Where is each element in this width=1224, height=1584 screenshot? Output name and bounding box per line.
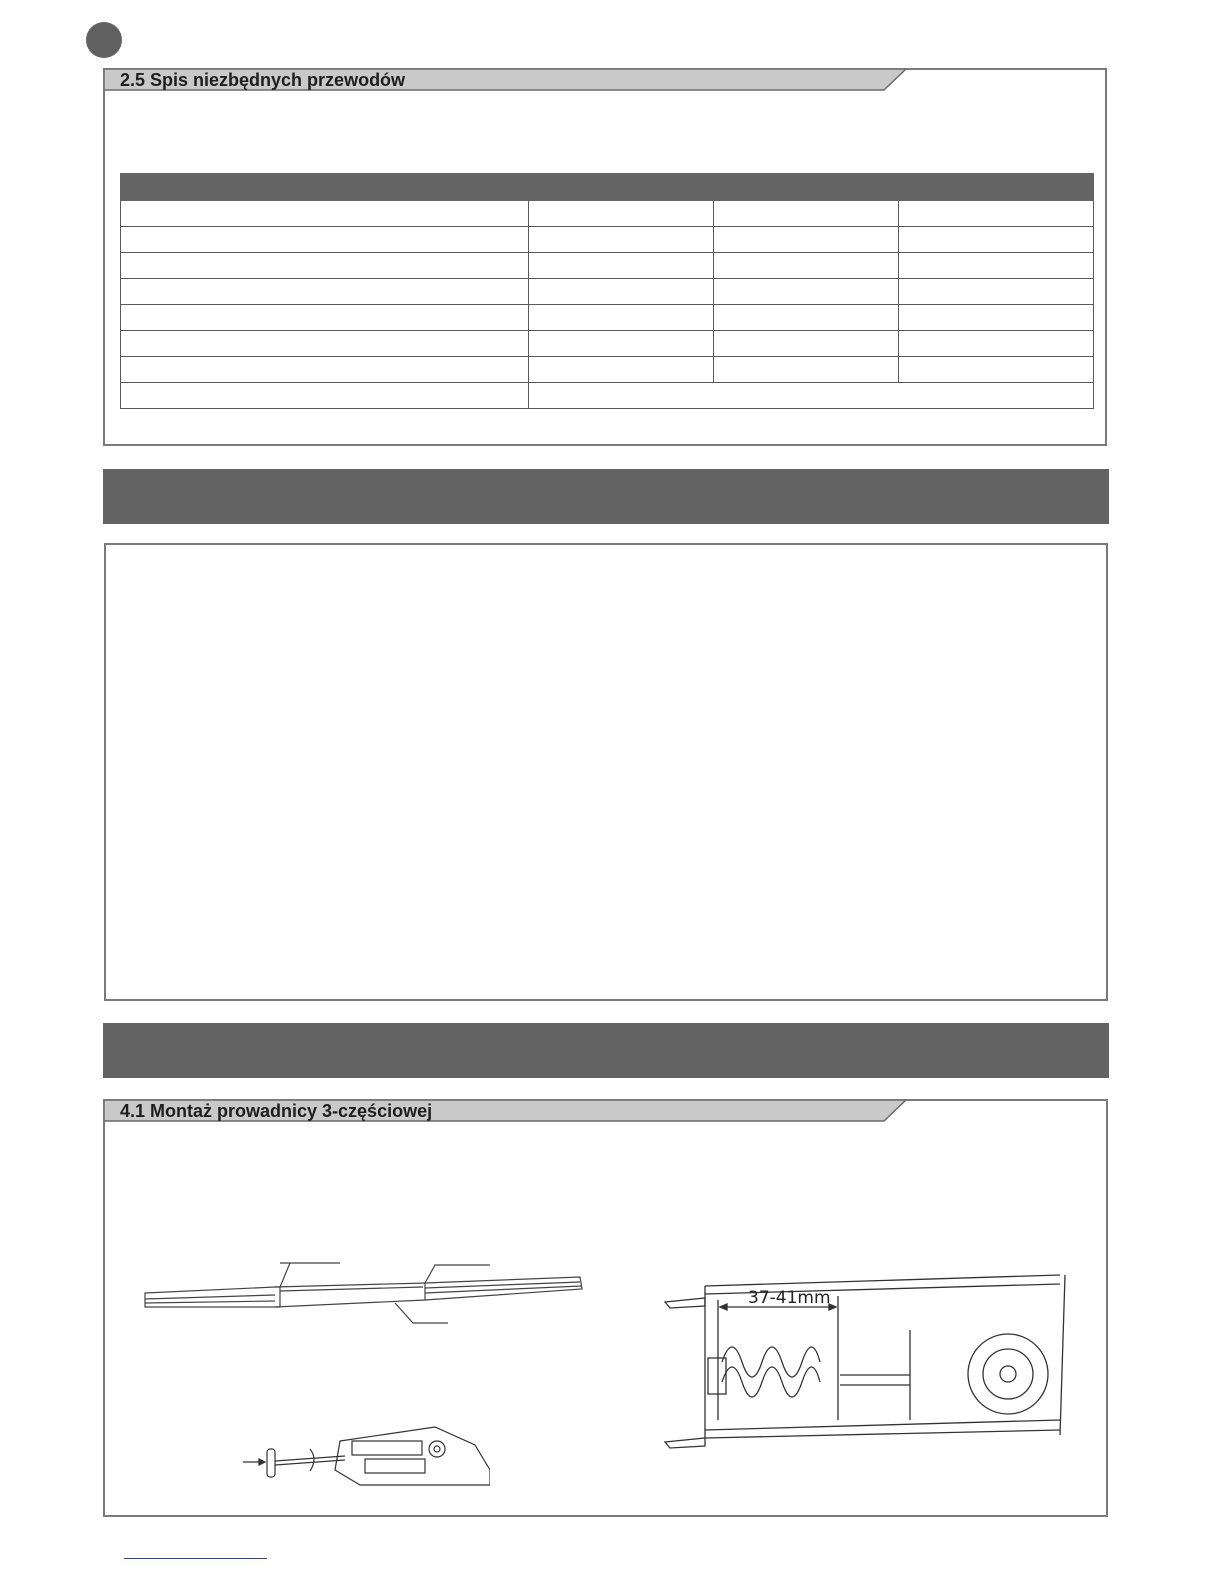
table-cell [899,227,1094,253]
table-cell [121,357,529,383]
table-cell [899,305,1094,331]
table-cell [529,357,714,383]
table-header-row [121,174,1094,201]
table-cell [714,201,899,227]
table-row [121,357,1094,383]
tension-screw-diagram [240,1415,490,1495]
table-cell [121,331,529,357]
table-cell [714,331,899,357]
table-cell [529,383,1094,409]
table-row [121,227,1094,253]
section-tab-4-1 [104,1100,909,1122]
table-header [121,174,1094,201]
table-row [121,331,1094,357]
table-cell [121,305,529,331]
table-cell [121,279,529,305]
cable-table [120,173,1094,409]
table-row [121,253,1094,279]
table-cell [714,357,899,383]
table-cell [714,305,899,331]
table-cell [714,253,899,279]
page-number-badge [86,22,122,58]
table-cell [899,357,1094,383]
table-row [121,201,1094,227]
table-cell [899,253,1094,279]
table-cell [529,331,714,357]
table-cell [899,201,1094,227]
table-cell [529,227,714,253]
table-cell [714,279,899,305]
content-box [104,543,1108,1001]
section-title: 4.1 Montaż prowadnicy 3-częściowej [120,1101,433,1121]
footer-link-underline [124,1558,267,1559]
table-cell [899,331,1094,357]
spring-tension-diagram [660,1270,1080,1450]
table-cell [121,253,529,279]
section-tab-2-5 [104,69,909,91]
table-cell [899,279,1094,305]
table-cell [121,201,529,227]
table-cell [529,305,714,331]
table-row [121,279,1094,305]
table-cell [529,201,714,227]
table-cell [529,279,714,305]
table-row [121,383,1094,409]
table-row [121,305,1094,331]
section-title: 2.5 Spis niezbędnych przewodów [120,70,406,90]
rail-assembly-diagram [135,1255,595,1335]
table-cell [121,227,529,253]
section-header-band [103,469,1109,524]
dimension-label: 37-41mm [748,1288,831,1308]
table-cell [529,253,714,279]
table-cell [121,383,529,409]
table-cell [714,227,899,253]
section-header-band [103,1023,1109,1078]
